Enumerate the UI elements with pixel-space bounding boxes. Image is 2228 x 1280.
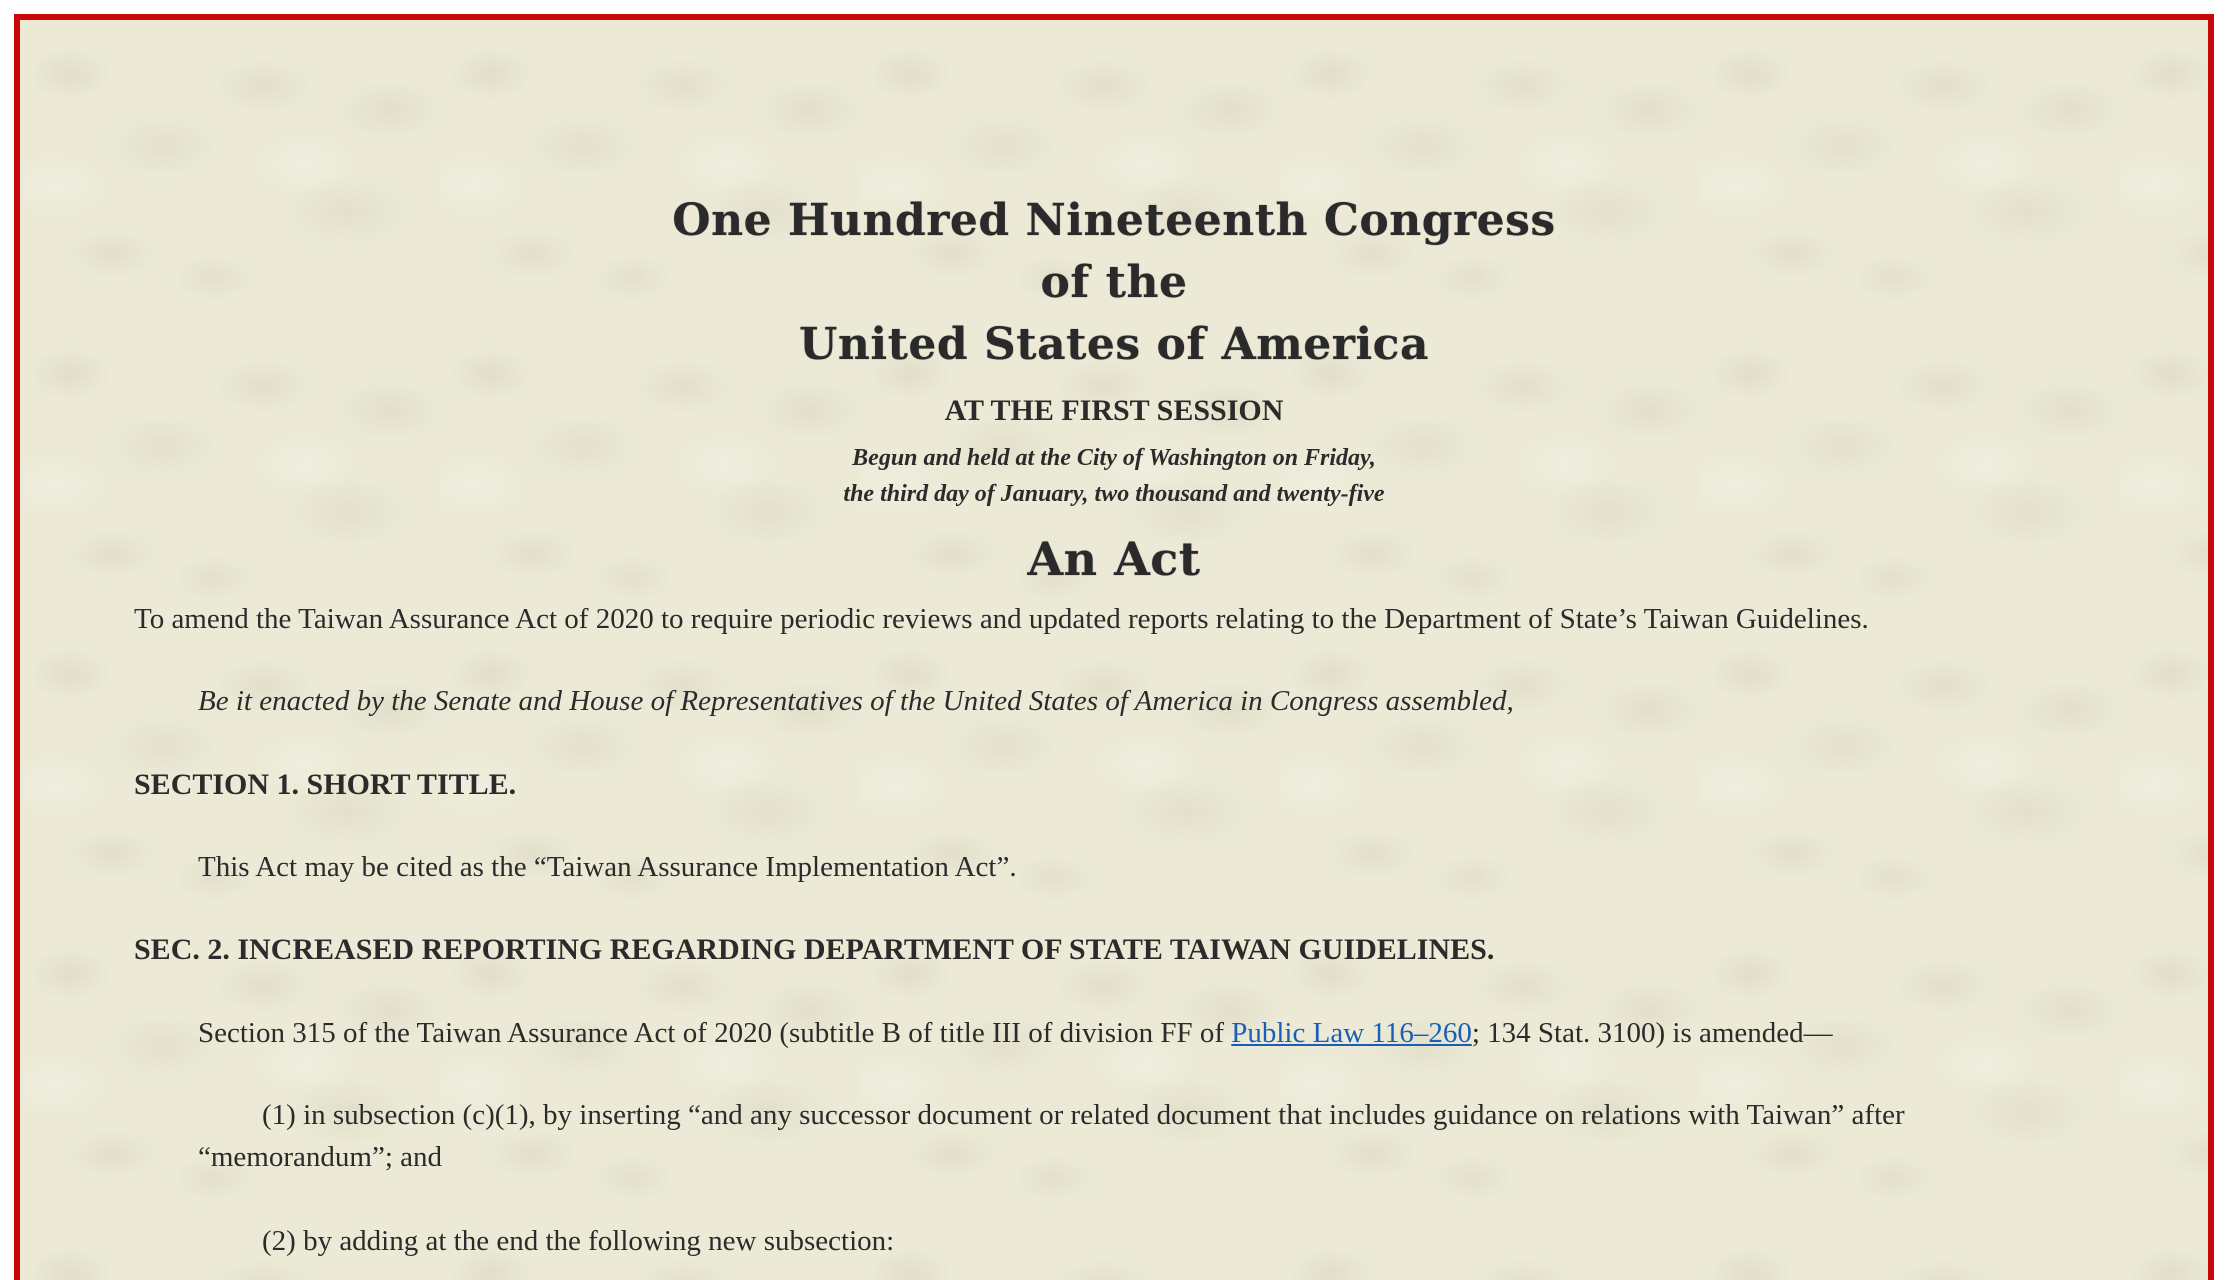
congress-line-3: United States of America [799, 319, 1429, 370]
section-2-intro [198, 1012, 2088, 1054]
public-law-link[interactable]: Public Law 116–260 [1231, 1017, 1472, 1049]
section-1-heading: SECTION 1. SHORT TITLE. [134, 768, 517, 801]
section-2-paragraph-2: (2) by adding at the end the following new subsection: [262, 1225, 895, 1257]
long-title: To amend the Taiwan Assurance Act of 2020 to require periodic reviews and updated reports relating to the Department of State’s Taiwan Guidelines. [134, 603, 1869, 635]
section-2-intro-after: ; 134 Stat. 3100) is amended— [1471, 1017, 1833, 1049]
document-page [14, 14, 2214, 1280]
dateline-line-1: Begun and held at the City of Washington on Friday, [852, 445, 1376, 471]
enacting-clause: Be it enacted by the Senate and House of Representatives of the United States of America in Congress assembled, [198, 685, 1514, 717]
session-dateline [20, 440, 2208, 512]
congress-line-1: One Hundred Nineteenth Congress [672, 195, 1556, 246]
section-2-heading: SEC. 2. INCREASED REPORTING REGARDING DEPARTMENT OF STATE TAIWAN GUIDELINES. [134, 933, 1495, 966]
session-heading: AT THE FIRST SESSION [944, 394, 1284, 427]
section-2-paragraph-1: (1) in subsection (c)(1), by inserting “and any successor document or related document that includes guidance on relations with Taiwan” after “memorandum”; and [198, 1099, 1905, 1173]
section-2-intro-before: Section 315 of the Taiwan Assurance Act of 2020 (subtitle B of title III of division FF of [198, 1017, 1232, 1049]
an-act-heading: An Act [1027, 532, 1201, 586]
dateline-line-2: the third day of January, two thousand and twenty-five [843, 481, 1385, 507]
congress-heading [20, 190, 2208, 376]
section-1-text: This Act may be cited as the “Taiwan Assurance Implementation Act”. [198, 851, 1017, 883]
congress-line-2: of the [1040, 257, 1188, 308]
